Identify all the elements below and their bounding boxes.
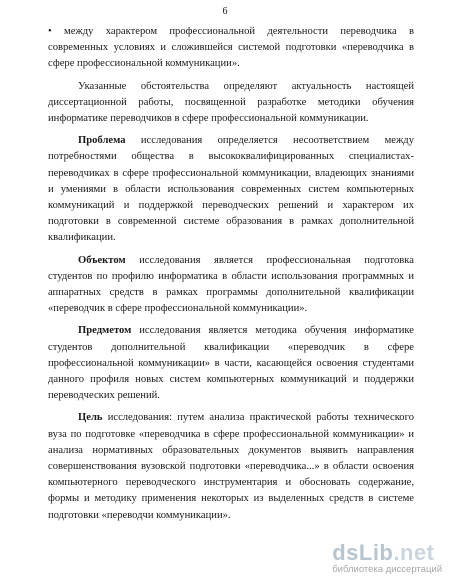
- watermark-logo: [332, 542, 442, 564]
- watermark-subtitle: библиотека диссертаций: [332, 564, 442, 575]
- paragraph-1: [48, 24, 414, 73]
- paragraph-2-text: Указанные обстоятельства определяют актуальность настоящей диссертационной работы, посвященной разработке методики обучения информатике переводчиков в сфере профессиональной коммуникации.: [48, 80, 414, 125]
- watermark-logo-part1: dsLib: [332, 540, 394, 565]
- paragraph-object-lead: Объектом: [78, 254, 126, 266]
- dslib-watermark: [332, 542, 442, 576]
- paragraph-subject-text: исследования является методика обучения информатике студентов дополнительной квалификации «переводчик в сфере профессиональной коммуникации» в части, касающейся освоения студентами данного профиля новых систем компьютерных коммуникаций и поддержки переводческих решений.: [48, 325, 414, 402]
- paragraph-object-text: исследования является профессиональная подготовка студентов по профилю информатика в области использования программных и аппаратных средств в рамках программы дополнительной квалификации «переводчик в сфере профессиональной коммуникации».: [48, 254, 414, 315]
- paragraph-1-text: • между характером профессиональной деятельности переводчика в современных условиях и сложившейся системой подготовки «переводчика в сфере профессиональной коммуникации».: [48, 26, 414, 70]
- paragraph-goal-text: исследования: путем анализа практической работы технического вуза по подготовке «переводчика в сфере профессиональной коммуникации» и анализа нормативных образовательных документов выявить направления совершенствования вузовской подготовки «переводчика...» в области освоения компьютерного переводческого инструментария и обосновать содержание, формы и методику применения некоторых из выделенных средств в системе подготовки «переводчи коммуникации».: [48, 412, 414, 521]
- paragraph-2: [48, 79, 414, 128]
- paragraph-problem: [48, 133, 414, 246]
- document-body: [48, 24, 414, 524]
- paragraph-subject: [48, 323, 414, 404]
- paragraph-problem-text: исследования определяется несоответствием между потребностями общества в высококвалифицированных специалистах-переводчиках в сфере профессиональной коммуникации, владеющих знаниями и умениями в области использования современных систем компьютерных коммуникаций и поддержкой переводческих решений и характером их подготовки в современной системе образования в рамках дополнительной квалификации.: [48, 135, 414, 244]
- page-number: 6: [222, 6, 228, 17]
- paragraph-subject-lead: Предметом: [78, 325, 132, 337]
- paragraph-problem-lead: Проблема: [78, 135, 126, 147]
- paragraph-goal-lead: Цель: [78, 412, 103, 424]
- paragraph-goal: [48, 410, 414, 523]
- watermark-logo-part2: .net: [393, 540, 435, 565]
- paragraph-object: [48, 253, 414, 318]
